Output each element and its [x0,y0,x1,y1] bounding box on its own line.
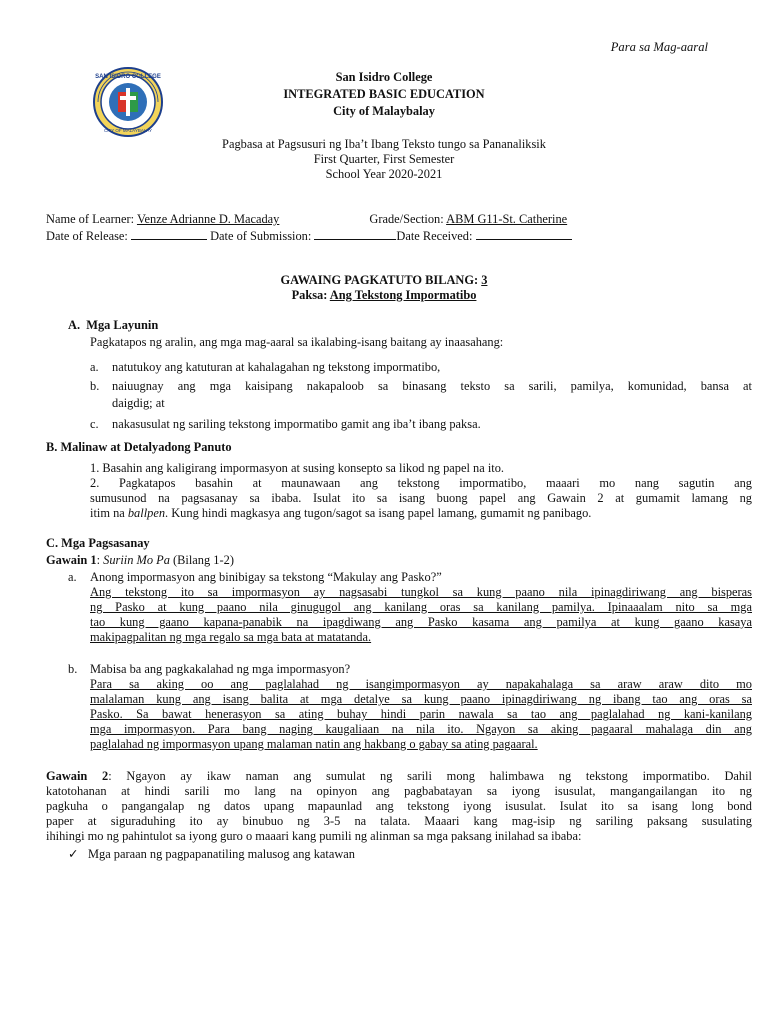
activity-number: 3 [481,273,488,287]
term: First Quarter, First Semester [313,152,455,166]
gawain-2-label: Gawain 2 [46,769,109,783]
objective-item: c. nakasusulat ng sariling tekstong impormatibo gamit ang iba’t ibang paksa. [90,417,481,431]
section-c-heading: C. Mga Pagsasanay [46,536,150,550]
submission-date-field[interactable] [314,227,396,240]
school-year: School Year 2020-2021 [325,167,443,181]
section-b-heading: B. Malinaw at Detalyadong Panuto [46,440,232,454]
school-name: San Isidro College [335,70,433,84]
submission-date-label: Date of Submission: [210,229,312,243]
learner-name-field[interactable]: Venze Adrianne D. Macaday [136,212,280,226]
grade-label: Grade/Section: [369,212,444,226]
question-b: Mabisa ba ang pagkakalahad ng mga impormasyon? [90,662,351,676]
activity-topic: Paksa: Ang Tekstong Impormatibo [291,288,477,302]
instruction-2: 2. Pagkatapos basahin at maunawaan ang tekstong impormatibo, maaari mo nang sagutin ang sumusunod na pagsasanay sa ibaba. Isulat ito sa isang buong papel ang Gawain 2 at gumamit lamang ng itim na ballpen. Kung hindi magkasya ang tugon/sagot sa isang papel lamang, gumamit ng panibago. [90,476,752,520]
svg-text:CITY OF MALAYBALAY: CITY OF MALAYBALAY [103,128,153,133]
course-title: Pagbasa at Pagsusuri ng Iba’t Ibang Teksto tungo sa Pananaliksik [222,137,546,151]
name-label: Name of Learner: [46,212,135,226]
answer-a: Ang tekstong ito sa impormasyon ay nagsasabi tungkol sa kung paano nila ipinagdiriwang ang bisperas ng Pasko at kung paano nila ginugugol ang kanilang oras sa kanilang pamilya. Ipinaaalam nito sa mga tao kung gaano kapana-panabik na ipagdiwang ang Pasko kasama ang pamilya at kung gaano kasaya makipagpalitan ng mga regalo sa mga bata at matatanda. [90,585,752,644]
gawain-1-heading: Gawain 1: Suriin Mo Pa (Bilang 1-2) [46,553,234,567]
activity-title: GAWAING PAGKATUTO BILANG: 3 [280,273,488,287]
audience-label: Para sa Mag-aaral [610,40,708,54]
topic-option: ✓ Mga paraan ng pagpapanatiling malusog ang katawan [68,847,355,861]
release-date-field[interactable] [131,227,207,240]
city-name: City of Malaybalay [333,104,435,118]
question-a-marker: a. [68,570,77,584]
received-date-field[interactable] [476,227,572,240]
answer-b: Para sa aking oo ang paglalahad ng isangimpormasyon ay napakahalaga sa araw araw dito mo malalaman kung ang isang balita at mga detalye sa kung paano ipinagdiriwang ng ibang tao ang oras sa Pasko. Sa bawat henerasyon sa ating buhay hindi parin nawala sa tao ang paglalahad ng kani-kanilang mga impormasyon. Para bang naging kaugaliaan na nila ito. Ngayon sa aking pagaaral mahalaga din ang paglalahad ng impormasyon upang malaman natin ang hakbang o gabay sa ating pagaaral. [90,677,752,751]
dates-row [46,227,572,244]
grade-section-field[interactable]: ABM G11-St. Catherine [446,212,568,226]
received-date-label: Date Received: [396,229,473,243]
question-b-marker: b. [68,662,78,676]
objectives-list [90,360,752,432]
learner-info-row [46,212,567,227]
question-a: Anong impormasyon ang binibigay sa tekstong “Makulay ang Pasko?” [90,570,442,584]
svg-text:SAN ISIDRO COLLEGE: SAN ISIDRO COLLEGE [95,74,161,80]
objective-item: a. natutukoy ang katuturan at kahalagahan ng tekstong impormatibo, [90,360,441,374]
section-a-heading: A. Mga Layunin [68,318,159,332]
instruction-1: 1. Basahin ang kaligirang impormasyon at susing konsepto sa likod ng papel na ito. [90,461,504,475]
department-name: INTEGRATED BASIC EDUCATION [283,87,485,101]
section-a-intro: Pagkatapos ng aralin, ang mga mag-aaral sa ikalabing-isang baitang ay inaasahang: [90,335,504,349]
objective-item: b. naiuugnay ang mga kaisipang nakapaloob sa binasang teksto sa sarili, pamilya, komunidad, bansa at daigdig; at [90,379,752,410]
gawain-2-paragraph: Gawain 2: Ngayon ay ikaw naman ang sumulat ng sarili mong halimbawa ng tekstong impormatibo. Dahil katotohanan at hindi sarili mo lang na opinyon ang pagbabatayan sa iyong isusulat, mangangailangan ito ng pagkuha o pangangalap ng datos upang mapaunlad ang tekstong iyong isusulat. Isulat ito sa isang long bond paper at siguraduhing ito ay binubuo ng 3-5 na talata. Maaari kang mag-isip ng sariling paksang susulating ihihingi mo ng pahintulot sa iyong guro o maaari kang pumili ng alinman sa mga paksang inilahad sa ibaba: [46,769,752,843]
checkmark-icon: ✓ [68,847,79,861]
release-date-label: Date of Release: [46,229,128,243]
